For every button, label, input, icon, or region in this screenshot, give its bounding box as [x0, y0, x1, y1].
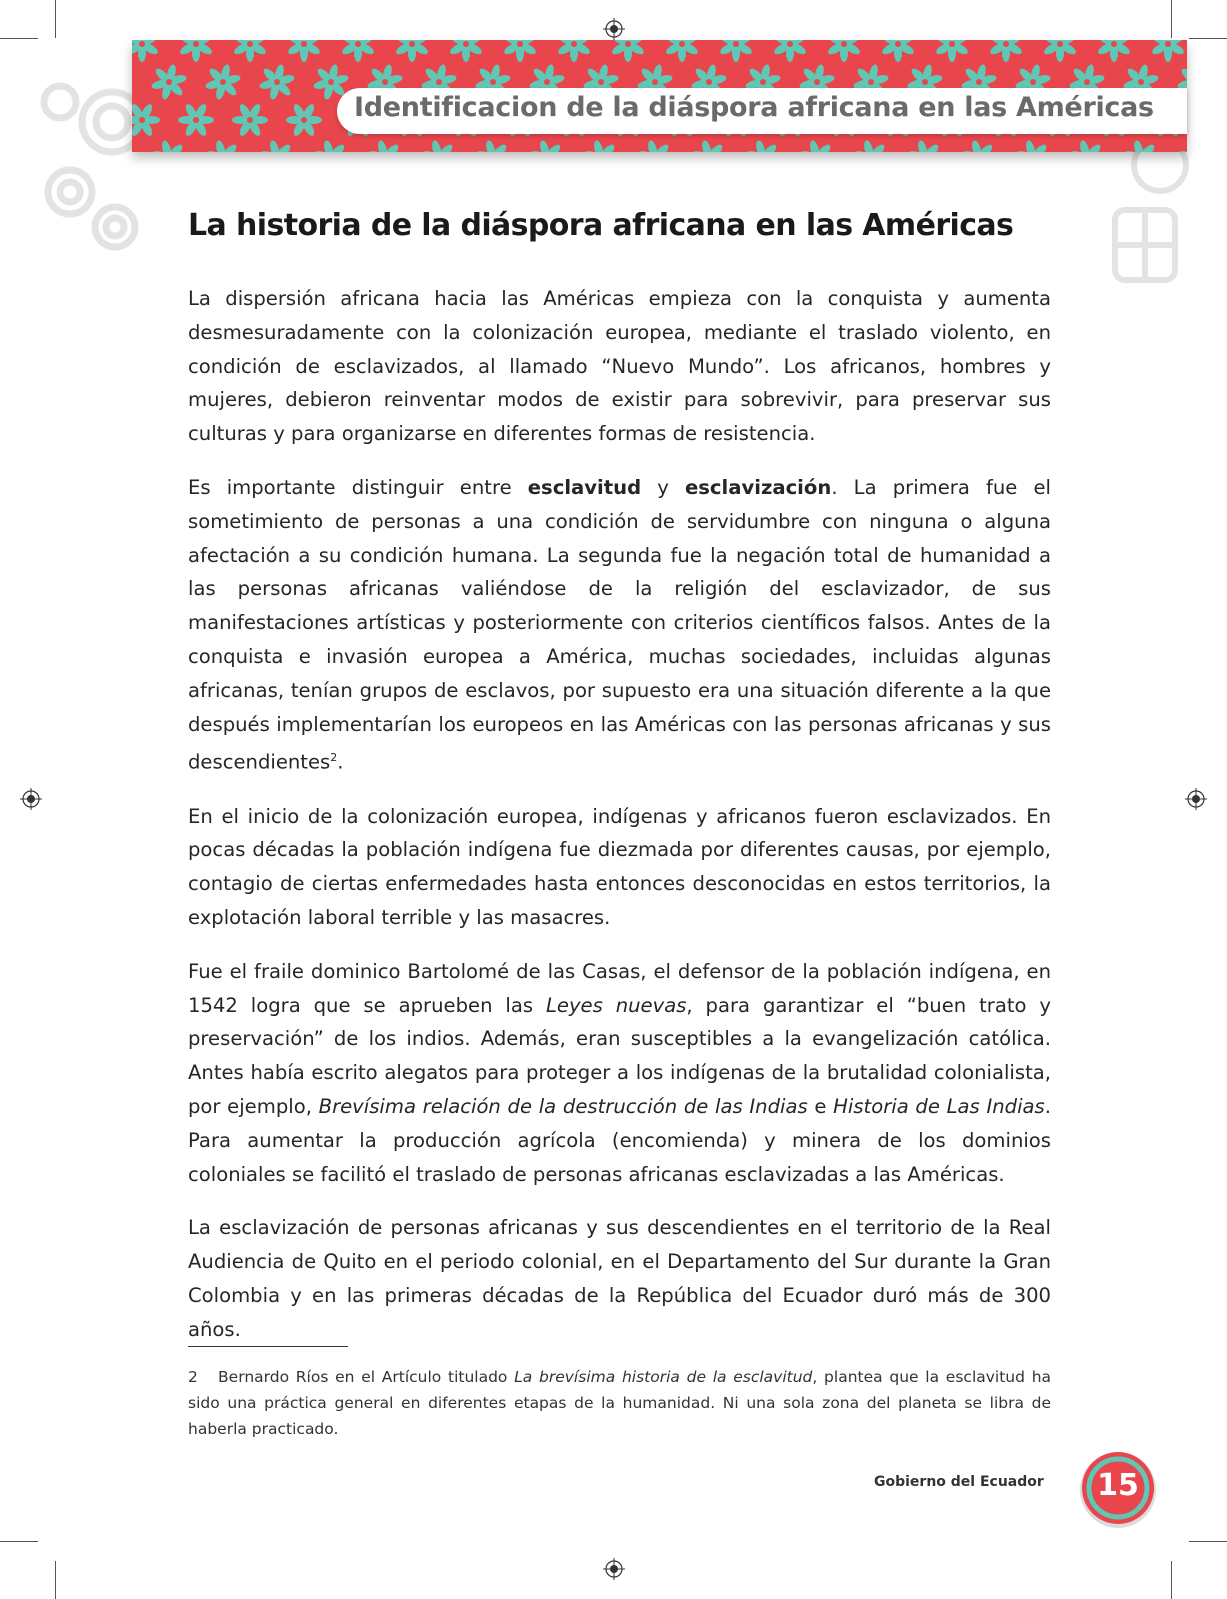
italic-title: Historia de Las Indias [833, 1095, 1045, 1119]
text-run: , para garantizar el “buen trato y preservación” de los indios. Además, eran susceptibles a la evangelización católica. Antes había escrito alegatos para proteger a los indígenas de la brutalidad colonialista, por ejemplo, [188, 993, 1051, 1119]
text-run: y [641, 475, 685, 499]
text-run: , plantea que la esclavitud ha sido una práctica general en diferentes etapas de la humanidad. Ni una sola zona del planeta se libra de haberla practicado. [188, 1368, 1052, 1438]
paragraph-1: La dispersión africana hacia las Américas empieza con la conquista y aumenta desmesuradamente con la colonización europea, mediante el traslado violento, en condición de esclavizados, al llamado “Nuevo Mundo”. Los africanos, hombres y mujeres, debieron reinventar modos de existir para sobrevivir, para preservar sus culturas y para organizarse en diferentes formas de resistencia. [188, 287, 1051, 446]
crop-mark-icon [1189, 38, 1227, 39]
crop-mark-icon [1171, 0, 1172, 38]
footnote-number: 2 [188, 1368, 198, 1386]
text-run: Fue el fraile dominico Bartolomé de las Casas, el defensor de la población indígena, en 1542 logra que se aprueben las [188, 959, 1051, 1017]
publisher-label: Gobierno del Ecuador [874, 1474, 1044, 1490]
crop-mark-icon [55, 1561, 56, 1599]
footnote-divider [188, 1346, 348, 1347]
section-heading: La historia de la diáspora africana en las Américas [188, 208, 1014, 243]
paragraph-5: La esclavización de personas africanas y sus descendientes en el territorio de la Real Audiencia de Quito en el periodo colonial, en el Departamento del Sur durante la Gran Colombia y en las primeras décadas de la República del Ecuador duró más de 300 años. [188, 1216, 1051, 1341]
crop-mark-icon [55, 0, 56, 38]
swirl-ornament-icon [1105, 150, 1190, 300]
italic-title: Brevísima relación de la destrucción de las Indias [318, 1095, 808, 1119]
italic-title: La brevísima historia de la esclavitud [514, 1368, 813, 1386]
italic-title: Leyes nuevas [545, 993, 687, 1017]
article-body [188, 282, 1051, 1367]
text-run: Bernardo Ríos en el Artículo titulado [218, 1368, 515, 1386]
crop-mark-icon [0, 1541, 38, 1542]
text-run: . [337, 750, 344, 774]
bold-term: esclavización [684, 475, 832, 499]
text-run: Es importante distinguir entre [188, 475, 528, 499]
text-run: e [807, 1095, 834, 1119]
text-run: . Para aumentar la producción agrícola (encomienda) y minera de los dominios coloniales se facilitó el traslado de personas africanas esclavizadas a las Américas. [188, 1095, 1051, 1186]
crop-mark-icon [0, 38, 38, 39]
page-header-title: Identificacion de la diáspora africana en las Américas [354, 92, 1154, 123]
paragraph-3: En el inicio de la colonización europea, indígenas y africanos fueron esclavizados. En pocas décadas la población indígena fue diezmada por diferentes causas, por ejemplo, contagio de ciertas enfermedades hasta entonces desconocidas en estos territorios, la explotación laboral terrible y las masacres. [188, 804, 1051, 930]
crop-mark-icon [1171, 1561, 1172, 1599]
registration-mark-icon [603, 18, 625, 40]
footnote-ref[interactable]: 2 [330, 751, 338, 765]
bold-term: esclavitud [527, 475, 642, 499]
page-number: 15 [1097, 1468, 1139, 1503]
paragraph-4 [188, 955, 1051, 1192]
crop-mark-icon [1189, 1541, 1227, 1542]
paragraph-2 [188, 471, 1051, 780]
registration-mark-icon [603, 1558, 625, 1580]
registration-mark-icon [20, 788, 42, 810]
footnote [188, 1364, 1051, 1442]
text-run: . La primera fue el sometimiento de personas a una condición de servidumbre con ninguna o alguna afectación a su condición humana. La segunda fue la negación total de humanidad a las personas africanas valiéndose de la religión del esclavizador, de sus manifestaciones artísticas y posteriormente con criterios científicos falsos. Antes de la conquista e invasión europea a América, muchas sociedades, incluidas algunas africanas, tenían grupos de esclavos, por supuesto era una situación diferente a la que después implementarían los europeos en las Américas con las personas africanas y sus descendientes [188, 475, 1051, 774]
registration-mark-icon [1185, 788, 1207, 810]
